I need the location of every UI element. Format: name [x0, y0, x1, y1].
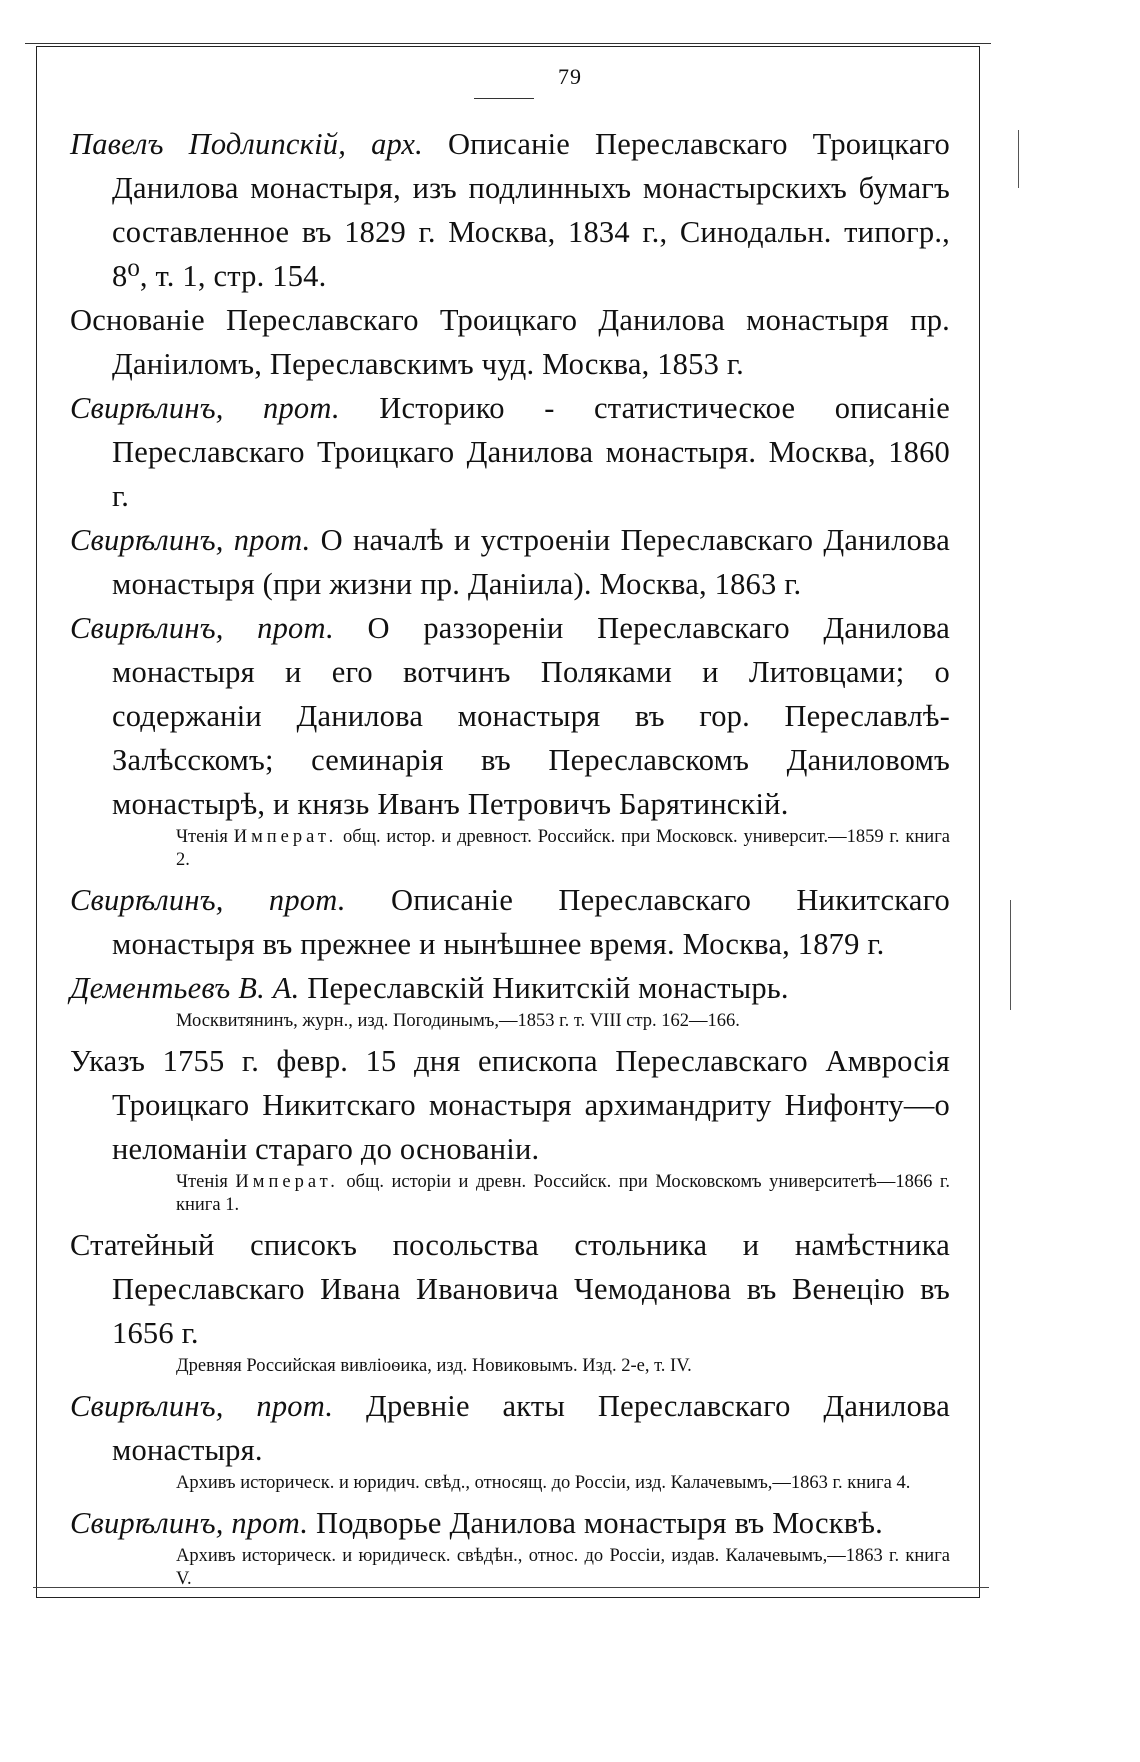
entry-text: Древніе акты Переславскаго Данилова монастыря.	[112, 1389, 950, 1467]
entry-text: Основаніе Переславскаго Троицкаго Данилова монастыря пр. Даніиломъ, Переславскимъ чуд. Москва, 1853 г.	[70, 303, 950, 381]
entry-text: О началѣ и устроеніи Переславскаго Данилова монастыря (при жизни пр. Даніила). Москва, 1863 г.	[112, 523, 950, 601]
note-text: общ. исторіи и древн. Российск. при Московскомъ университетѣ—1866 г. книга 1.	[176, 1172, 950, 1215]
note-text: Древняя Российская вивліоѳика, изд. Новиковымъ. Изд. 2-е, т. IV.	[176, 1356, 692, 1376]
note-spaced-text: Императ.	[235, 1172, 339, 1192]
entry-author: Дементьевъ В. А.	[70, 971, 300, 1005]
bibliography-entry	[70, 1039, 950, 1171]
entry-author: Павелъ Подлипскій, арх.	[70, 127, 423, 161]
entry-text: Переславскій Никитскій монастырь.	[299, 971, 789, 1005]
note-text: Чтенія	[176, 827, 234, 847]
page-number: 79	[558, 64, 582, 89]
note-text: Архивъ историческ. и юридич. свѣд., относящ. до Россіи, изд. Калачевымъ,—1863 г. книга 4.	[176, 1473, 911, 1493]
note-spaced-text: Императ.	[233, 827, 338, 847]
bibliography-entry	[70, 1384, 950, 1472]
source-note	[70, 826, 950, 872]
entry-author: Свирѣлинъ, прот.	[70, 883, 346, 917]
source-note	[70, 1472, 950, 1495]
source-note	[70, 1171, 950, 1217]
source-note	[70, 1545, 950, 1591]
bibliography-entry	[70, 518, 950, 606]
entry-text: О раззореніи Переславскаго Данилова монастыря и его вотчинъ Поляками и Литовцами; о содержаніи Данилова монастыря въ гор. Переславлѣ-Залѣсскомъ; семинарія въ Переславскомъ Даниловомъ монастырѣ, и князь Иванъ Петровичъ Барятинскій.	[112, 611, 950, 821]
note-text: Москвитянинъ, журн., изд. Погодинымъ,—1853 г. т. VIII стр. 162—166.	[176, 1011, 740, 1031]
entry-text: Указъ 1755 г. февр. 15 дня епископа Переславскаго Амвросія Троицкаго Никитскаго монастыря архимандриту Нифонту—о неломаніи стараго до основаніи.	[70, 1044, 950, 1166]
bibliography-entry	[70, 878, 950, 966]
entry-text: Описаніе Переславскаго Никитскаго монастыря въ прежнее и нынѣшнее время. Москва, 1879 г.	[112, 883, 950, 961]
margin-mark	[1010, 900, 1011, 1010]
entry-author: Свирѣлинъ, прот.	[70, 391, 340, 425]
note-text: общ. истор. и древност. Российск. при Московск. университ.—1859 г. книга 2.	[176, 827, 950, 870]
entry-text: Историко - статистическое описаніе Переславскаго Троицкаго Данилова монастыря. Москва, 1860 г.	[112, 391, 950, 513]
note-text: Чтенія	[176, 1172, 236, 1192]
bibliography-entry	[70, 1501, 950, 1545]
entry-text: Статейный списокъ посольства стольника и намѣстника Переславскаго Ивана Ивановича Чемоданова въ Венецію въ 1656 г.	[70, 1228, 950, 1350]
bibliography-entry	[70, 606, 950, 826]
bibliography-entry	[70, 966, 950, 1010]
bibliography-entry	[70, 1223, 950, 1355]
entry-author: Свирѣлинъ, прот.	[70, 1506, 309, 1540]
bibliography-list	[70, 122, 950, 1597]
note-text: Архивъ историческ. и юридическ. свѣдѣн., относ. до Россіи, издав. Калачевымъ,—1863 г. книга V.	[176, 1546, 950, 1589]
bibliography-entry	[70, 122, 950, 298]
source-note	[70, 1355, 950, 1378]
margin-mark	[1018, 130, 1019, 188]
page-number-rule	[474, 98, 534, 99]
entry-author: Свирѣлинъ, прот.	[70, 1389, 334, 1423]
source-note	[70, 1010, 950, 1033]
bibliography-entry	[70, 298, 950, 386]
entry-text: Описаніе Переславскаго Троицкаго Данилова монастыря, изъ подлинныхъ монастырскихъ бумагъ составленное въ 1829 г. Москва, 1834 г., Синодальн. типогр., 8⁰, т. 1, стр. 154.	[112, 127, 950, 293]
entry-text: Подворье Данилова монастыря въ Москвѣ.	[308, 1506, 883, 1540]
entry-author: Свирѣлинъ, прот.	[70, 523, 311, 557]
entry-author: Свирѣлинъ, прот.	[70, 611, 334, 645]
bibliography-entry	[70, 386, 950, 518]
